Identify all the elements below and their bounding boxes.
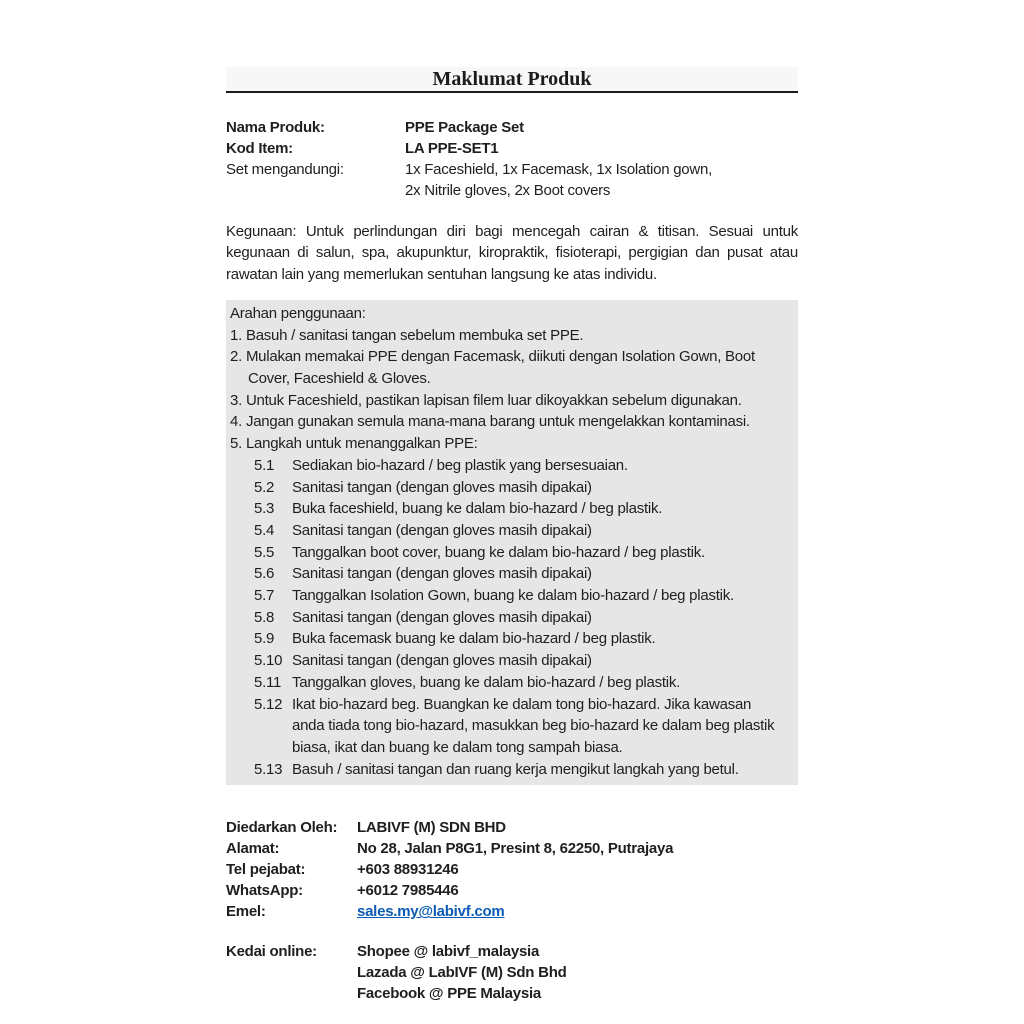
product-info-section	[226, 117, 798, 201]
product-row-contents	[226, 159, 798, 180]
instructions-heading: Arahan penggunaan:	[230, 304, 366, 322]
instruction-number: 1.	[230, 326, 243, 344]
online-stores-section	[226, 941, 798, 1004]
instruction-text: Basuh / sanitasi tangan sebelum membuka set PPE.	[245, 326, 584, 344]
substep-number: 5.13	[254, 760, 283, 778]
substep-number: 5.1	[254, 456, 275, 474]
substep-text: Tanggalkan boot cover, buang ke dalam bio-hazard / beg plastik.	[292, 543, 705, 561]
instruction-number: 2.	[230, 348, 243, 366]
product-name-label: Nama Produk:	[226, 119, 325, 136]
substep-text: Sanitasi tangan (dengan gloves masih dipakai)	[292, 652, 592, 670]
substep-number: 5.9	[254, 630, 275, 648]
document-page	[226, 67, 798, 1004]
store-row-shopee	[226, 941, 798, 962]
distributor-row	[226, 817, 798, 838]
product-contents-label: Set mengandungi:	[226, 161, 344, 178]
instruction-item-5	[230, 433, 792, 455]
address-value: No 28, Jalan P8G1, Presint 8, 62250, Putrajaya	[357, 840, 674, 858]
substep-text: Sanitasi tangan (dengan gloves masih dipakai)	[292, 608, 592, 626]
product-name-value: PPE Package Set	[405, 119, 524, 136]
email-label: Emel:	[226, 903, 266, 921]
substep-text: Ikat bio-hazard beg. Buangkan ke dalam tong bio-hazard. Jika kawasan anda tiada tong bio-hazard, masukkan beg bio-hazard ke dalam beg plastik biasa, ikat dan buang ke dalam tong sampah biasa.	[292, 695, 775, 756]
substep-number: 5.4	[254, 521, 275, 539]
instruction-item-4	[230, 411, 792, 433]
substep-text: Buka facemask buang ke dalam bio-hazard / beg plastik.	[292, 630, 656, 648]
product-row-name	[226, 117, 798, 138]
distributor-label: Diedarkan Oleh:	[226, 819, 338, 837]
substep-5-13	[254, 759, 792, 781]
instruction-number: 4.	[230, 413, 243, 431]
substep-5-10	[254, 650, 792, 672]
instruction-number: 5.	[230, 435, 243, 453]
substep-5-1	[254, 455, 792, 477]
store-row-facebook	[226, 983, 798, 1004]
instruction-item-3	[230, 390, 792, 412]
substep-number: 5.7	[254, 587, 275, 605]
office-phone-label: Tel pejabat:	[226, 861, 306, 879]
substep-text: Sanitasi tangan (dengan gloves masih dipakai)	[292, 565, 592, 583]
substep-5-3	[254, 498, 792, 520]
substep-5-9	[254, 628, 792, 650]
instruction-text: Mulakan memakai PPE dengan Facemask, diikuti dengan Isolation Gown, Boot Cover, Faceshield & Gloves.	[245, 348, 755, 387]
page-title: Maklumat Produk	[226, 67, 798, 93]
distributor-section	[226, 817, 798, 922]
product-code-label: Kod Item:	[226, 140, 293, 157]
product-row-contents-cont	[226, 180, 798, 201]
instruction-number: 3.	[230, 391, 243, 409]
substep-number: 5.12	[254, 695, 283, 713]
substep-number: 5.5	[254, 543, 275, 561]
substep-text: Tanggalkan gloves, buang ke dalam bio-hazard / beg plastik.	[292, 673, 681, 691]
product-contents-value-line1: 1x Faceshield, 1x Facemask, 1x Isolation gown,	[405, 161, 712, 178]
distributor-value: LABIVF (M) SDN BHD	[357, 819, 506, 837]
instruction-text: Untuk Faceshield, pastikan lapisan filem luar dikoyakkan sebelum digunakan.	[245, 391, 742, 409]
online-stores-label-empty	[226, 983, 357, 1004]
address-label: Alamat:	[226, 840, 280, 858]
instruction-item-2	[230, 346, 792, 389]
substep-5-4	[254, 520, 792, 542]
office-phone-row	[226, 859, 798, 880]
instruction-text: Jangan gunakan semula mana-mana barang untuk mengelakkan kontaminasi.	[245, 413, 750, 431]
store-facebook: Facebook @ PPE Malaysia	[357, 985, 541, 1003]
online-stores-label: Kedai online:	[226, 943, 317, 961]
office-phone-value: +603 88931246	[357, 861, 459, 879]
substep-5-5	[254, 542, 792, 564]
product-contents-label-empty	[226, 180, 405, 201]
substep-number: 5.10	[254, 652, 283, 670]
substep-5-12	[254, 694, 792, 759]
substep-5-8	[254, 607, 792, 629]
product-contents-value-line2: 2x Nitrile gloves, 2x Boot covers	[405, 182, 611, 199]
product-code-value: LA PPE-SET1	[405, 140, 499, 157]
substep-number: 5.3	[254, 500, 275, 518]
store-lazada: Lazada @ LabIVF (M) Sdn Bhd	[357, 964, 567, 982]
substep-5-2	[254, 477, 792, 499]
substep-text: Buka faceshield, buang ke dalam bio-hazard / beg plastik.	[292, 500, 663, 518]
whatsapp-label: WhatsApp:	[226, 882, 303, 900]
usage-paragraph: Kegunaan: Untuk perlindungan diri bagi mencegah cairan & titisan. Sesuai untuk kegunaan di salun, spa, akupunktur, kiropraktik, fisioterapi, pergigian dan pusat atau rawatan lain yang memerlukan sentuhan langsung ke atas individu.	[226, 223, 798, 283]
address-row	[226, 838, 798, 859]
instruction-item-1	[230, 325, 792, 347]
product-row-code	[226, 138, 798, 159]
substep-text: Tanggalkan Isolation Gown, buang ke dalam bio-hazard / beg plastik.	[292, 587, 734, 605]
whatsapp-row	[226, 880, 798, 901]
instruction-text: Langkah untuk menanggalkan PPE:	[245, 435, 478, 453]
whatsapp-value: +6012 7985446	[357, 882, 459, 900]
substep-text: Sanitasi tangan (dengan gloves masih dipakai)	[292, 478, 592, 496]
email-row	[226, 901, 798, 922]
substep-text: Basuh / sanitasi tangan dan ruang kerja mengikut langkah yang betul.	[292, 760, 739, 778]
substep-text: Sediakan bio-hazard / beg plastik yang bersesuaian.	[292, 456, 628, 474]
online-stores-label-empty	[226, 962, 357, 983]
substep-text: Sanitasi tangan (dengan gloves masih dipakai)	[292, 521, 592, 539]
email-link[interactable]: sales.my@labivf.com	[357, 903, 505, 921]
instructions-box	[226, 300, 798, 785]
store-shopee: Shopee @ labivf_malaysia	[357, 943, 540, 961]
substep-5-6	[254, 563, 792, 585]
substep-number: 5.11	[254, 673, 282, 691]
store-row-lazada	[226, 962, 798, 983]
substep-number: 5.8	[254, 608, 275, 626]
substep-number: 5.2	[254, 478, 275, 496]
substep-5-11	[254, 672, 792, 694]
substep-number: 5.6	[254, 565, 275, 583]
substep-5-7	[254, 585, 792, 607]
